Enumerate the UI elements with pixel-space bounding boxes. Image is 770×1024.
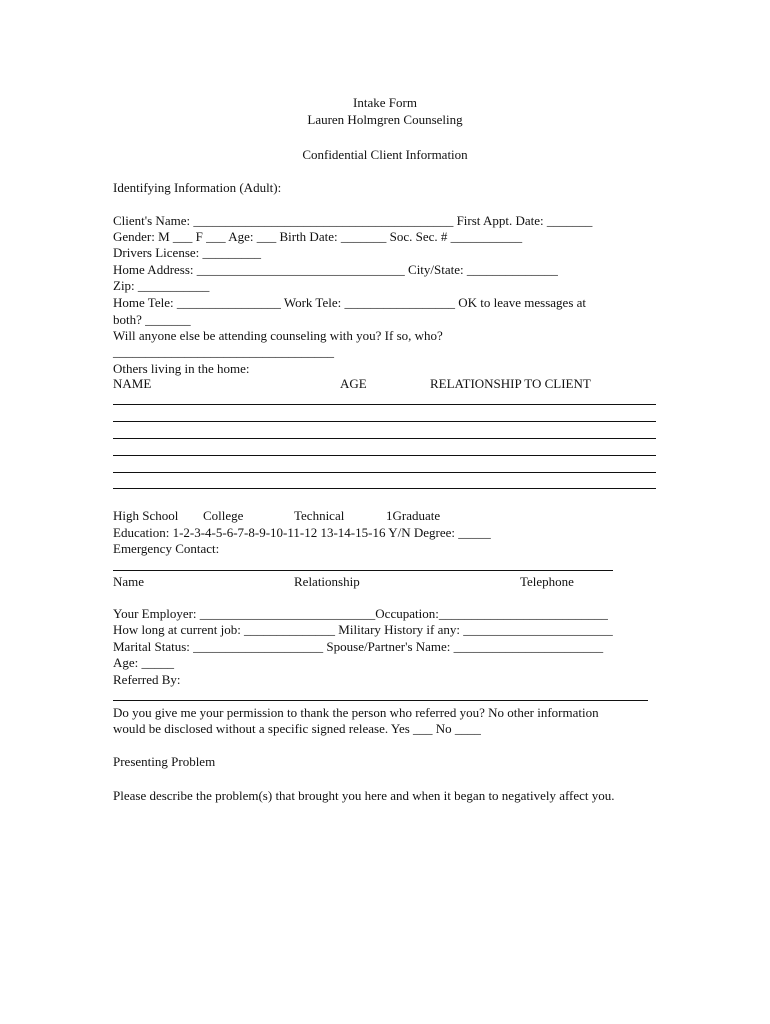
phones-line[interactable]: Home Tele: ________________ Work Tele: _________________ OK to leave messages at [113, 295, 587, 310]
emergency-col-telephone: Telephone [520, 574, 574, 589]
household-col-age: AGE [340, 376, 367, 391]
education-level-high-school[interactable]: High School [113, 508, 179, 523]
permission-question: Do you give me your permission to thank the person who referred you? No other information [113, 705, 599, 720]
household-col-name: NAME [113, 376, 152, 391]
education-level-technical[interactable]: Technical [294, 508, 345, 523]
education-grades-line[interactable]: Education: 1-2-3-4-5-6-7-8-9-10-11-12 13-14-15-16 Y/N Degree: _____ [113, 525, 491, 540]
household-col-relationship: RELATIONSHIP TO CLIENT [430, 376, 591, 391]
marital-status-line[interactable]: Marital Status: ____________________ Spouse/Partner's Name: _______________________ [113, 639, 604, 654]
household-heading: Others living in the home: [113, 361, 250, 376]
referred-by-blank[interactable] [113, 700, 648, 701]
household-row-blank[interactable] [113, 455, 656, 456]
referred-by-label: Referred By: [113, 672, 181, 687]
household-row-blank[interactable] [113, 488, 656, 489]
identifying-heading: Identifying Information (Adult): [113, 180, 282, 195]
drivers-license-line[interactable]: Drivers License: _________ [113, 245, 262, 260]
gender-age-line[interactable]: Gender: M ___ F ___ Age: ___ Birth Date: _______ Soc. Sec. # ___________ [113, 229, 523, 244]
zip-line[interactable]: Zip: ___________ [113, 278, 210, 293]
employer-line[interactable]: Your Employer: ___________________________Occupation:__________________________ [113, 606, 608, 621]
job-length-line[interactable]: How long at current job: ______________ Military History if any: _______________________ [113, 622, 613, 637]
emergency-col-name: Name [113, 574, 145, 589]
household-row-blank[interactable] [113, 404, 656, 405]
household-row-blank[interactable] [113, 421, 656, 422]
presenting-problem-heading: Presenting Problem [113, 754, 216, 769]
attending-question: Will anyone else be attending counseling with you? If so, who? [113, 328, 443, 343]
problem-prompt: Please describe the problem(s) that brought you here and when it began to negatively affect you. [113, 788, 615, 803]
emergency-contact-blank[interactable] [113, 570, 613, 571]
client-name-line[interactable]: Client's Name: ________________________________________ First Appt. Date: _______ [113, 213, 593, 228]
education-level-graduate[interactable]: 1Graduate [386, 508, 441, 523]
emergency-heading: Emergency Contact: [113, 541, 220, 556]
household-row-blank[interactable] [113, 438, 656, 439]
partner-age-line[interactable]: Age: _____ [113, 655, 175, 670]
attending-blank[interactable]: __________________________________ [113, 344, 334, 359]
household-row-blank[interactable] [113, 472, 656, 473]
permission-answer-line[interactable]: would be disclosed without a specific signed release. Yes ___ No ____ [113, 721, 481, 736]
form-subtitle: Confidential Client Information [302, 147, 468, 162]
emergency-col-relationship: Relationship [294, 574, 360, 589]
form-title: Intake Form [353, 95, 417, 110]
home-address-line[interactable]: Home Address: ________________________________ City/State: ______________ [113, 262, 558, 277]
practice-name: Lauren Holmgren Counseling [307, 112, 463, 127]
education-level-college[interactable]: College [203, 508, 244, 523]
messages-line[interactable]: both? _______ [113, 312, 191, 327]
